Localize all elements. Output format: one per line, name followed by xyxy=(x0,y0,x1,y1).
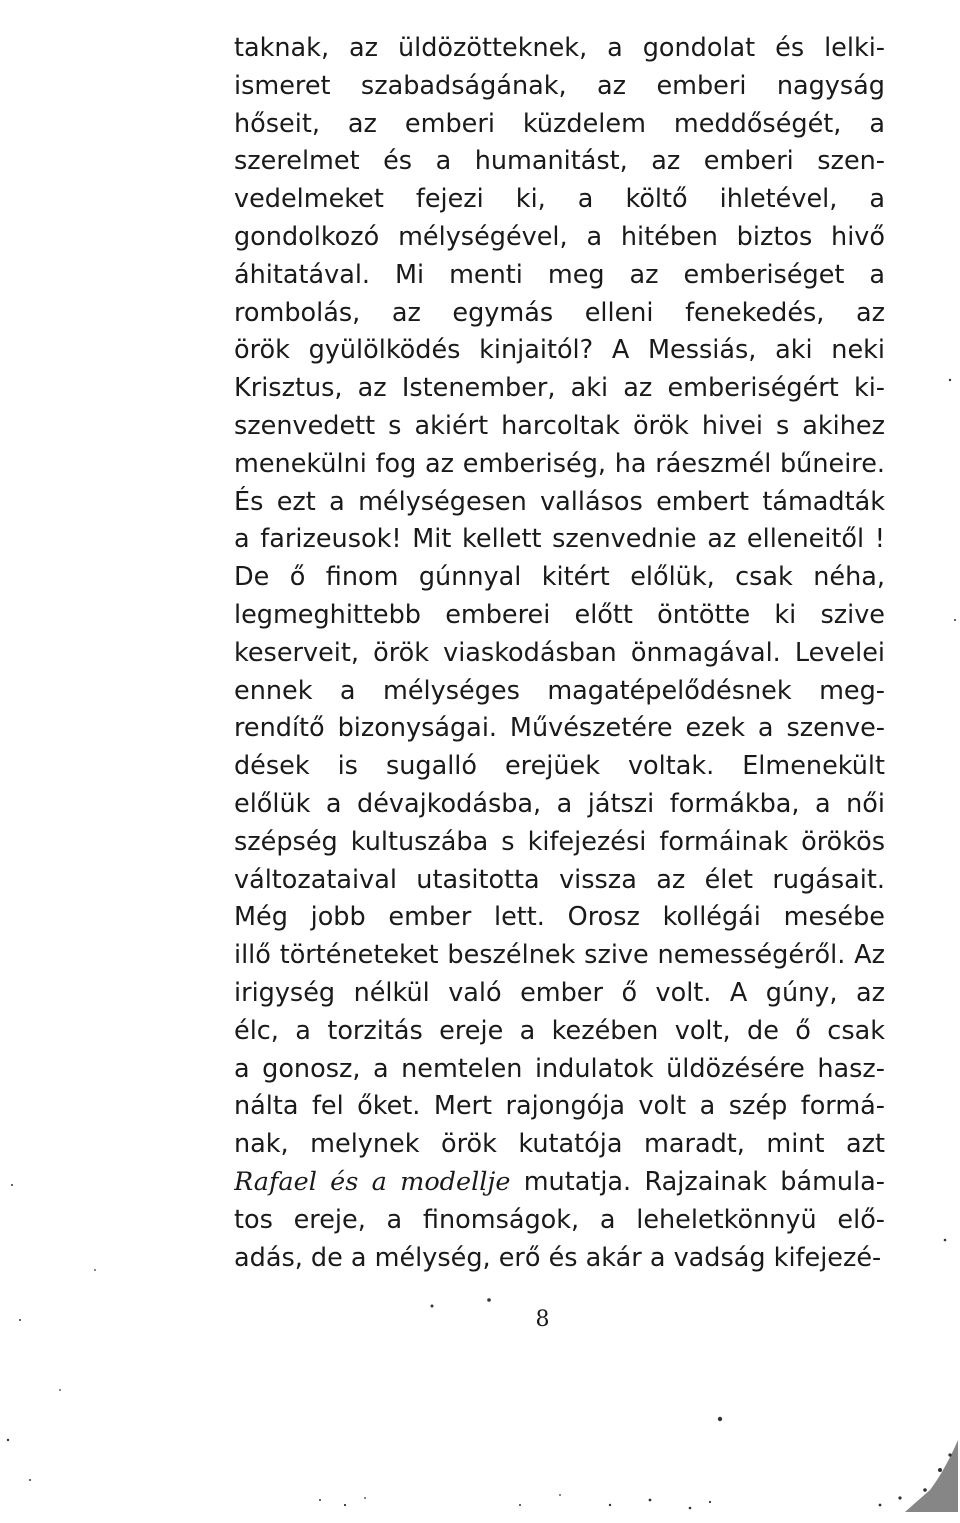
text-line-9: örök gyülölködés kinjaitól? A Messiás, aki neki xyxy=(234,335,885,366)
text-line-15: De ő finom gúnnyal kitért előlük, csak néha, xyxy=(234,562,885,593)
text-line-32: tos ereje, a finomságok, a leheletkönnyü elő- xyxy=(234,1204,885,1235)
text-line-31-rest: mutatja. Rajzainak bámula- xyxy=(510,1166,885,1197)
text-line-7: áhitatával. Mi menti meg az emberiséget a xyxy=(234,259,885,290)
text-line-11: szenvedett s akiért harcoltak örök hivei s akihez xyxy=(234,410,885,441)
text-line-10: Krisztus, az Istenember, aki az emberiségért ki- xyxy=(234,373,885,404)
text-line-4: szerelmet és a humanitást, az emberi szen- xyxy=(234,146,885,177)
text-line-21: előlük a dévajkodásba, a játszi formákba, a női xyxy=(234,788,885,819)
paragraph-lines xyxy=(234,30,885,1164)
text-line-3: hőseit, az emberi küzdelem meddőségét, a xyxy=(234,108,885,139)
text-line-17: keserveit, örök viaskodásban önmagával. Levelei xyxy=(234,637,885,668)
text-line-29: nálta fel őket. Mert rajongója volt a szép formá- xyxy=(234,1091,885,1122)
text-line-20: dések is sugalló erejüek voltak. Elmenekült xyxy=(234,751,885,782)
text-line-27: élc, a torzitás ereje a kezében volt, de ő csak xyxy=(234,1015,885,1046)
text-line-28: a gonosz, a nemtelen indulatok üldözésére hasz- xyxy=(234,1053,885,1084)
text-line-19: rendítő bizonyságai. Művészetére ezek a szenve- xyxy=(234,713,885,744)
text-line-14: a farizeusok! Mit kellett szenvednie az elleneitől ! xyxy=(234,524,885,555)
text-line-25: illő történeteket beszélnek szive nemességéről. Az xyxy=(234,940,885,971)
body-text xyxy=(234,30,885,1277)
page-number: 8 xyxy=(535,1307,550,1332)
text-line-13: És ezt a mélységesen vallásos embert támadták xyxy=(234,486,885,517)
text-line-26: irigység nélkül való ember ő volt. A gúny, az xyxy=(234,977,885,1008)
text-line-2: ismeret szabadságának, az emberi nagyság xyxy=(234,70,885,101)
text-line-23: változataival utasitotta vissza az élet rugásait. xyxy=(234,864,885,895)
text-line-6: gondolkozó mélységével, a hitében biztos hivő xyxy=(234,221,885,252)
text-line-8: rombolás, az egymás elleni fenekedés, az xyxy=(234,297,885,328)
text-line-22: szépség kultuszába s kifejezési formáinak örökös xyxy=(234,826,885,857)
text-line-18: ennek a mélységes magatépelődésnek meg- xyxy=(234,675,885,706)
text-line-1: taknak, az üldözötteknek, a gondolat és lelki- xyxy=(234,33,885,63)
text-line-5: vedelmeket fejezi ki, a költő ihletével, a xyxy=(234,184,885,215)
text-line-30: nak, melynek örök kutatója maradt, mint azt xyxy=(234,1129,885,1160)
text-line-33: adás, de a mélység, erő és akár a vadság kifejezé- xyxy=(234,1242,882,1273)
text-line-24: Még jobb ember lett. Orosz kollégái mesébe xyxy=(234,902,885,933)
text-line-16: legmeghittebb emberei előtt öntötte ki szive xyxy=(234,599,885,630)
text-line-12: menekülni fog az emberiség, ha ráeszmél bűneire. xyxy=(234,448,885,479)
italic-work-title: Rafael és a modellje xyxy=(234,1166,511,1197)
text-line-31 xyxy=(234,1164,885,1202)
